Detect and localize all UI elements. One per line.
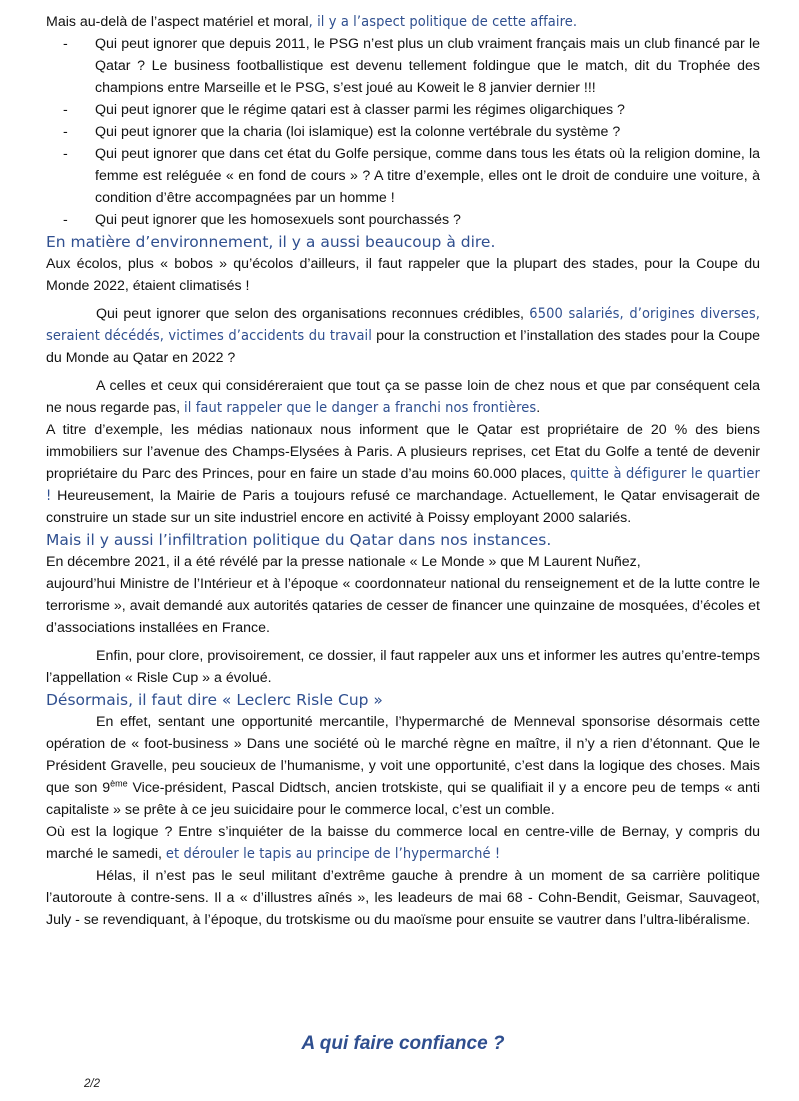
danger-text: A celles et ceux qui considéreraient que tout ça se passe loin de chez nous et que par conséquent cela ne nous regarde pas, bbox=[46, 378, 760, 416]
workers-text: Qui peut ignorer que selon des organisations reconnues crédibles, bbox=[96, 306, 530, 322]
effet-text: En effet, sentant une opportunité mercantile, l’hypermarché de Menneval sponsorise désormais cette opération de « foot-business » Dans une société où le marché règne en maître, il n’y a rien d’étonnant. Que le Président Gravelle, peu soucieux de l’humanisme, y voit une opportunité, c’est dans la logique des choses. Mais que son 9 bbox=[46, 714, 760, 796]
heading-environment: En matière d’environnement, il y a aussi beaucoup à dire. bbox=[46, 233, 496, 251]
paragraph-example bbox=[46, 419, 760, 529]
paragraph-helas: Hélas, il n’est pas le seul militant d’extrême gauche à prendre à un moment de sa carrière politique l’autoroute à contre-sens. Il a « d’illustres aînés », les leadeurs de mai 68 - Cohn-Bendit, Geismar, Sauvageot, July - se revendiquant, à l’époque, du trotskisme ou du maoïsme pour ensuite se vautrer dans l’ultra-libéralisme. bbox=[46, 868, 760, 928]
paragraph-workers bbox=[46, 303, 760, 369]
paragraph-monde-line1: En décembre 2021, il a été révélé par la presse nationale « Le Monde » que M Laurent Nuñez, bbox=[46, 554, 641, 570]
closing-question: A qui faire confiance ? bbox=[301, 1033, 505, 1054]
intro-highlight: , il y a l’aspect politique de cette affaire. bbox=[308, 14, 578, 30]
paragraph-danger bbox=[46, 375, 760, 419]
bullet-item: - Qui peut ignorer que dans cet état du Golfe persique, comme dans tous les états où la religion domine, la femme est reléguée « en fond de cours » ? A titre d’exemple, elles ont le droit de conduire une voiture, à condition d’être accompagnées par un homme ! bbox=[95, 143, 760, 209]
bullet-list bbox=[46, 33, 760, 231]
heading-infiltration: Mais il y aussi l’infiltration politique du Qatar dans nos instances. bbox=[46, 531, 552, 549]
example-text: A titre d’exemple, les médias nationaux nous informent que le Qatar est propriétaire de 20 % des biens immobiliers sur l’avenue des Champs-Elysées à Paris. A plusieurs reprises, cet Etat du Golfe a tenté de devenir propriétaire du Parc des Princes, pour en faire un stade d’au moins 60.000 places, bbox=[46, 422, 760, 482]
logique-text: Où est la logique ? Entre s’inquiéter de la baisse du commerce local en centre-ville de Bernay, y compris du marché le samedi, bbox=[46, 824, 760, 862]
intro-paragraph bbox=[46, 11, 760, 33]
example-text-end: Heureusement, la Mairie de Paris a toujours refusé ce marchandage. Actuellement, le Qatar envisagerait de construire un stade sur un site industriel encore en activité à Poissy employant 2000 salariés. bbox=[46, 488, 760, 526]
superscript: ème bbox=[110, 778, 128, 789]
paragraph-logique bbox=[46, 821, 760, 865]
paragraph-ecolos: Aux écolos, plus « bobos » qu’écolos d’ailleurs, il faut rappeler que la plupart des stades, pour la Coupe du Monde 2022, étaient climatisés ! bbox=[46, 256, 760, 294]
effet-text-end: Vice-président, Pascal Didtsch, ancien trotskiste, qui se qualifiait il y a encore peu de temps « anti capitaliste » se prête à ce jeu suicidaire pour le commerce local, c’est un comble. bbox=[46, 780, 760, 818]
workers-highlight: 6500 salariés, d’origines diverses, seraient décédés, victimes d’accidents du travail bbox=[46, 306, 760, 344]
paragraph-monde: aujourd’hui Ministre de l’Intérieur et à l’époque « coordonnateur national du renseignement et de la lutte contre le terrorisme », avait demandé aux autorités qataries de cesser de financer une quinzaine de mosquées, d’écoles et d’associations installées en France. bbox=[46, 576, 760, 636]
paragraph-enfin: Enfin, pour clore, provisoirement, ce dossier, il faut rappeler aux uns et informer les autres qu’entre-temps l’appellation « Risle Cup » a évolué. bbox=[46, 648, 760, 686]
example-highlight: quitte à défigurer le quartier ! bbox=[46, 466, 760, 504]
intro-text: Mais au-delà de l’aspect matériel et moral bbox=[46, 14, 309, 30]
bullet-item: - Qui peut ignorer que depuis 2011, le PSG n’est plus un club vraiment français mais un club financé par le Qatar ? Le business footballistique est devenu tellement foldingue que le match, dit du Trophée des champions entre Marseille et le PSG, s’est joué au Koweit le 8 janvier dernier !!! bbox=[95, 33, 760, 99]
logique-highlight: et dérouler le tapis au principe de l’hypermarché ! bbox=[165, 846, 501, 862]
page-number: 2/2 bbox=[84, 1078, 100, 1090]
bullet-item: - Qui peut ignorer que le régime qatari est à classer parmi les régimes oligarchiques ? bbox=[95, 99, 760, 121]
document-page bbox=[46, 0, 761, 1054]
heading-leclerc: Désormais, il faut dire « Leclerc Risle Cup » bbox=[46, 691, 383, 709]
paragraph-effet bbox=[46, 711, 760, 821]
bullet-item: - Qui peut ignorer que la charia (loi islamique) est la colonne vertébrale du système ? bbox=[95, 121, 760, 143]
bullet-item: - Qui peut ignorer que les homosexuels sont pourchassés ? bbox=[95, 209, 760, 231]
danger-highlight: il faut rappeler que le danger a franchi nos frontières bbox=[184, 400, 537, 416]
danger-end: . bbox=[536, 400, 541, 416]
workers-text-end: pour la construction et l’installation des stades pour la Coupe du Monde au Qatar en 2022 ? bbox=[46, 328, 761, 366]
